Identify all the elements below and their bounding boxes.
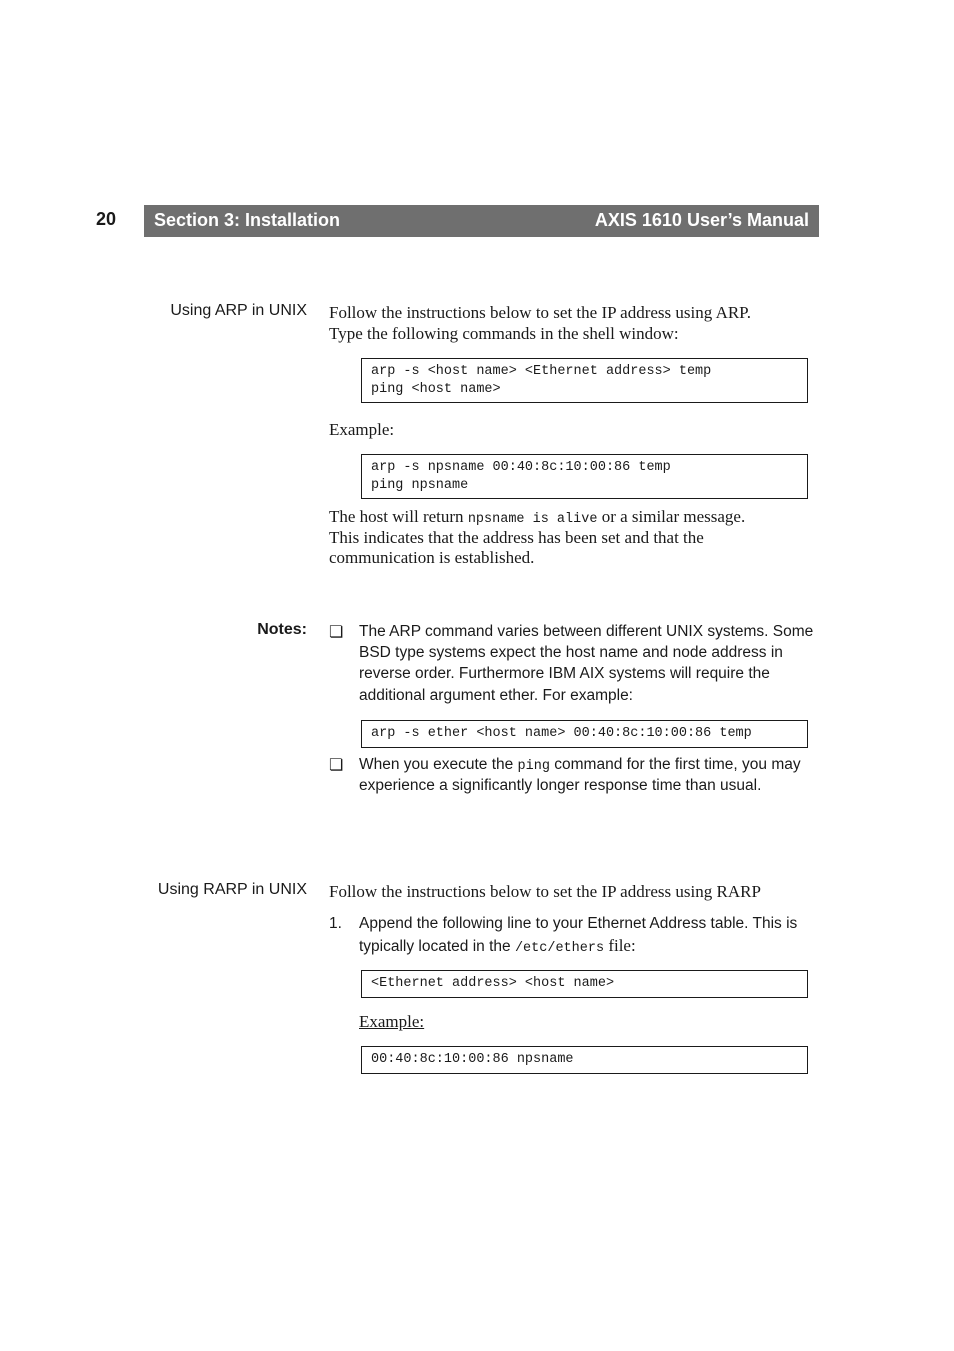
arp-example-box bbox=[361, 454, 808, 499]
rarp-example-label: Example: bbox=[359, 1012, 425, 1031]
note1-line4: additional argument ether. For example: bbox=[359, 687, 633, 704]
arp-intro-line2: Type the following commands in the shell window: bbox=[329, 324, 679, 343]
rarp-side-heading: Using RARP in UNIX bbox=[157, 881, 307, 898]
notes-side-heading: Notes: bbox=[257, 621, 307, 638]
arp-command-box bbox=[361, 358, 808, 403]
note1-line3: reverse order. Furthermore IBM AIX systems will require the bbox=[359, 665, 770, 682]
code-line: 00:40:8c:10:00:86 npsname bbox=[371, 1052, 574, 1067]
note2-line2: experience a significantly longer response time than usual. bbox=[359, 777, 762, 794]
running-header-bar bbox=[144, 205, 819, 237]
text-run: The host will return bbox=[329, 507, 468, 526]
code-line: ping <host name> bbox=[371, 381, 501, 397]
code-line: arp -s npsname 00:40:8c:10:00:86 temp bbox=[371, 460, 671, 475]
note1-line1: The ARP command varies between different UNIX systems. Some bbox=[359, 623, 814, 640]
text-run: typically located in the bbox=[359, 938, 515, 955]
note1-line2: BSD type systems expect the host name and node address in bbox=[359, 644, 783, 661]
notes-command-box bbox=[361, 720, 808, 748]
arp-result-line2: This indicates that the address has been set and that the bbox=[329, 528, 704, 547]
arp-example-label: Example: bbox=[329, 420, 395, 439]
code-line: arp -s <host name> <Ethernet address> temp bbox=[371, 364, 712, 379]
checkbox-bullet-icon: ❏ bbox=[329, 622, 344, 641]
code-line: <Ethernet address> <host name> bbox=[371, 976, 615, 991]
inline-code: npsname is alive bbox=[467, 512, 598, 527]
arp-side-heading: Using ARP in UNIX bbox=[170, 302, 307, 319]
step-number: 1. bbox=[329, 915, 342, 932]
rarp-example-box bbox=[361, 1046, 808, 1074]
checkbox-bullet-icon: ❏ bbox=[329, 755, 344, 774]
code-line: arp -s ether <host name> 00:40:8c:10:00:86 temp bbox=[371, 726, 752, 741]
header-section-title: Section 3: Installation bbox=[154, 210, 341, 230]
text-run: When you execute the bbox=[359, 756, 518, 773]
rarp-entry-box bbox=[361, 970, 808, 998]
arp-result-line3: communication is established. bbox=[329, 548, 535, 567]
inline-code: /etc/ethers bbox=[514, 941, 605, 956]
page-number: 20 bbox=[96, 209, 117, 229]
text-run: file: bbox=[604, 936, 636, 955]
inline-code: ping bbox=[517, 759, 550, 774]
text-run: command for the first time, you may bbox=[549, 756, 801, 773]
rarp-step-line2 bbox=[359, 935, 636, 960]
code-line: ping npsname bbox=[371, 477, 469, 493]
header-manual-title: AXIS 1610 User’s Manual bbox=[594, 210, 809, 230]
rarp-step-line1: Append the following line to your Ethernet Address table. This is bbox=[359, 915, 798, 932]
text-run: or a similar message. bbox=[597, 507, 746, 526]
arp-intro-line1: Follow the instructions below to set the IP address using ARP. bbox=[329, 303, 752, 322]
rarp-intro: Follow the instructions below to set the IP address using RARP bbox=[329, 882, 761, 901]
note2-line1 bbox=[359, 754, 801, 778]
